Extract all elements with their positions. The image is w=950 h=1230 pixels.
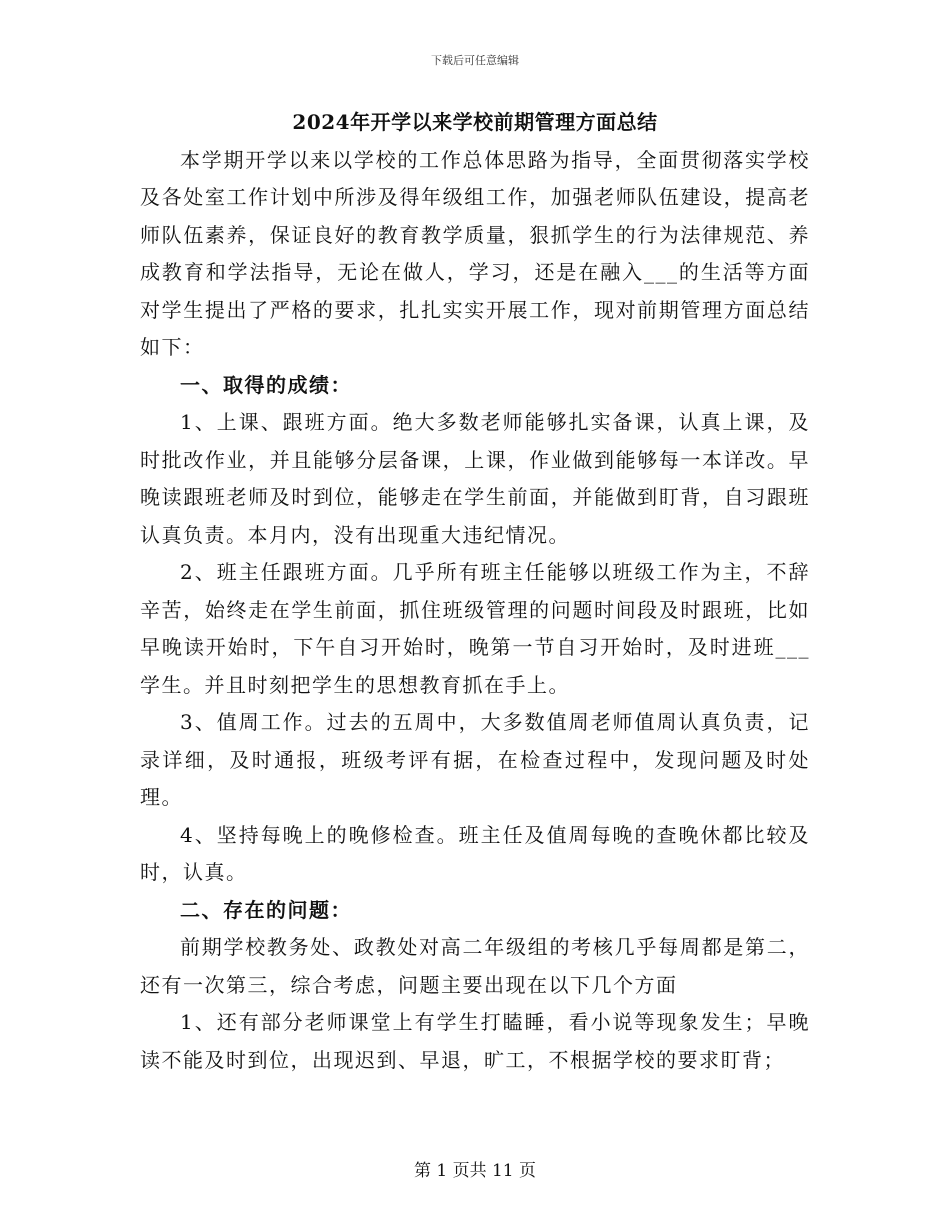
page-header-note: 下载后可任意编辑 — [431, 54, 519, 67]
achievement-item-1: 1、上课、跟班方面。绝大多数老师能够扎实备课，认真上课，及时批改作业，并且能够分层备课，上课，作业做到能够每一本详改。早晚读跟班老师及时到位，能够走在学生前面，并能做到盯背，自习跟班认真负责。本月内，没有出现重大违纪情况。 — [140, 410, 810, 547]
achievement-item-2: 2、班主任跟班方面。几乎所有班主任能够以班级工作为主，不辞辛苦，始终走在学生前面，抓住班级管理的问题时间段及时跟班，比如早晚读开始时，下午自习开始时，晚第一节自习开始时，及时进班___学生。并且时刻把学生的思想教育抓在手上。 — [140, 560, 810, 697]
document-body — [140, 104, 810, 1079]
problem-item-1: 1、还有部分老师课堂上有学生打瞌睡，看小说等现象发生；早晚读不能及时到位，出现迟到、早退，旷工，不根据学校的要求盯背； — [140, 1010, 810, 1072]
section-heading-achievements: 一、取得的成绩： — [180, 372, 352, 397]
document-title: 2024年开学以来学校前期管理方面总结 — [292, 110, 658, 134]
achievement-item-3: 3、值周工作。过去的五周中，大多数值周老师值周认真负责，记录详细，及时通报，班级考评有据，在检查过程中，发现问题及时处理。 — [140, 710, 810, 809]
intro-paragraph: 本学期开学以来以学校的工作总体思路为指导，全面贯彻落实学校及各处室工作计划中所涉及得年级组工作，加强老师队伍建设，提高老师队伍素养，保证良好的教育教学质量，狠抓学生的行为法律规范、养成教育和学法指导，无论在做人，学习，还是在融入___的生活等方面对学生提出了严格的要求，扎扎实实开展工作，现对前期管理方面总结如下： — [140, 147, 810, 359]
achievement-item-4: 4、坚持每晚上的晚修检查。班主任及值周每晚的查晚休都比较及时，认真。 — [140, 822, 810, 884]
section-heading-problems: 二、存在的问题： — [180, 897, 352, 922]
page-number-footer: 第 1 页共 11 页 — [413, 1161, 537, 1181]
problems-intro-paragraph: 前期学校教务处、政教处对高二年级组的考核几乎每周都是第二，还有一次第三，综合考虑，问题主要出现在以下几个方面 — [140, 935, 810, 997]
